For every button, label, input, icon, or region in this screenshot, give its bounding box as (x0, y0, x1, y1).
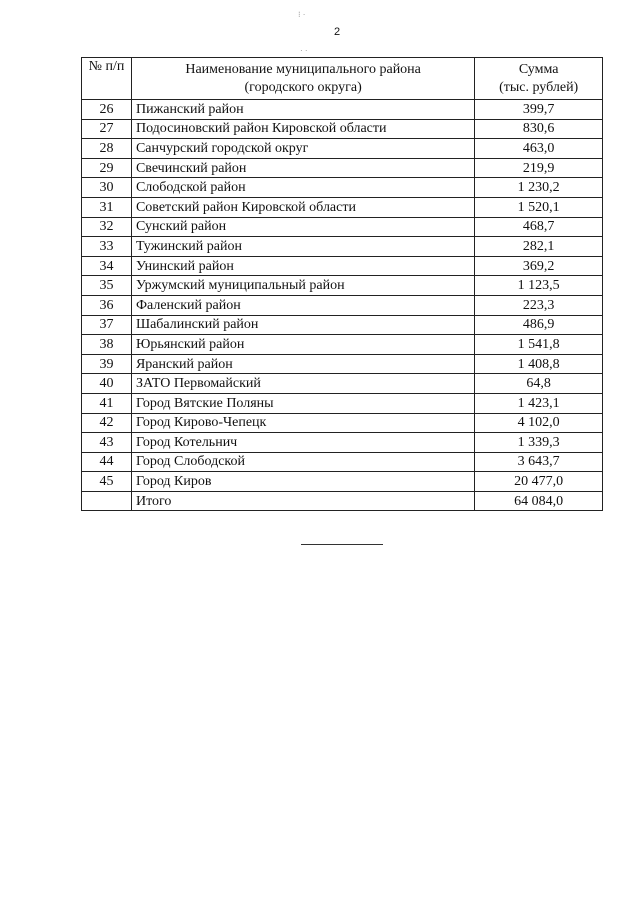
row-num: 35 (82, 276, 132, 296)
table-row (82, 139, 603, 159)
row-sum: 3 643,7 (475, 452, 603, 472)
row-num: 28 (82, 139, 132, 159)
table-row (82, 100, 603, 120)
header-sum-line2: (тыс. рублей) (499, 79, 579, 95)
table-row (82, 119, 603, 139)
row-num: 37 (82, 315, 132, 335)
row-num: 29 (82, 158, 132, 178)
row-name: Яранский район (131, 354, 474, 374)
table-row (82, 217, 603, 237)
header-sum (475, 58, 603, 100)
row-num: 41 (82, 393, 132, 413)
row-num: 26 (82, 100, 132, 120)
row-num: 44 (82, 452, 132, 472)
table-row (82, 295, 603, 315)
table-header (82, 58, 603, 100)
table-row (82, 276, 603, 296)
total-label: Итого (131, 491, 474, 511)
row-num: 40 (82, 374, 132, 394)
row-sum: 219,9 (475, 158, 603, 178)
row-sum: 1 423,1 (475, 393, 603, 413)
table-body (82, 100, 603, 511)
row-name: Уржумский муниципальный район (131, 276, 474, 296)
row-num: 27 (82, 119, 132, 139)
row-sum: 1 408,8 (475, 354, 603, 374)
row-num: 34 (82, 256, 132, 276)
table-row (82, 354, 603, 374)
row-sum: 1 520,1 (475, 197, 603, 217)
row-num: 30 (82, 178, 132, 198)
row-name: Город Слободской (131, 452, 474, 472)
table-row (82, 374, 603, 394)
row-name: Город Кирово-Чепецк (131, 413, 474, 433)
table-row (82, 335, 603, 355)
total-num (82, 491, 132, 511)
row-name: Город Вятские Поляны (131, 393, 474, 413)
row-sum: 282,1 (475, 237, 603, 257)
row-sum: 1 123,5 (475, 276, 603, 296)
district-sums-table (81, 57, 603, 511)
row-num: 32 (82, 217, 132, 237)
row-sum: 4 102,0 (475, 413, 603, 433)
table-row (82, 452, 603, 472)
table-row (82, 433, 603, 453)
row-sum: 830,6 (475, 119, 603, 139)
row-name: Слободской район (131, 178, 474, 198)
scan-artifact-mark: ⁝ · (298, 10, 306, 19)
row-name: Санчурский городской округ (131, 139, 474, 159)
row-sum: 1 339,3 (475, 433, 603, 453)
row-name: Тужинский район (131, 237, 474, 257)
table-row (82, 237, 603, 257)
table-row (82, 413, 603, 433)
row-num: 36 (82, 295, 132, 315)
row-num: 31 (82, 197, 132, 217)
row-num: 33 (82, 237, 132, 257)
table-row (82, 315, 603, 335)
header-name (131, 58, 474, 100)
row-sum: 463,0 (475, 139, 603, 159)
end-of-table-rule (301, 544, 383, 545)
scan-artifact-mark: · · (300, 46, 308, 55)
table-row (82, 178, 603, 198)
table-row (82, 197, 603, 217)
row-name: Сунский район (131, 217, 474, 237)
table-row (82, 256, 603, 276)
row-sum: 399,7 (475, 100, 603, 120)
row-num: 39 (82, 354, 132, 374)
row-num: 42 (82, 413, 132, 433)
row-name: ЗАТО Первомайский (131, 374, 474, 394)
row-name: Унинский район (131, 256, 474, 276)
row-name: Город Киров (131, 472, 474, 492)
row-name: Юрьянский район (131, 335, 474, 355)
row-num: 43 (82, 433, 132, 453)
row-sum: 1 541,8 (475, 335, 603, 355)
header-name-line1: Наименование муниципального района (185, 61, 421, 77)
table-row (82, 472, 603, 492)
row-num: 45 (82, 472, 132, 492)
row-name: Город Котельнич (131, 433, 474, 453)
table-row (82, 393, 603, 413)
row-name: Свечинский район (131, 158, 474, 178)
header-sum-line1: Сумма (518, 61, 559, 77)
header-row (82, 58, 603, 100)
row-sum: 369,2 (475, 256, 603, 276)
total-row (82, 491, 603, 511)
table-row (82, 158, 603, 178)
row-name: Шабалинский район (131, 315, 474, 335)
row-sum: 486,9 (475, 315, 603, 335)
header-num: № п/п (82, 58, 132, 100)
row-name: Подосиновский район Кировской области (131, 119, 474, 139)
header-name-line2: (городского округа) (244, 79, 362, 95)
row-sum: 64,8 (475, 374, 603, 394)
row-sum: 1 230,2 (475, 178, 603, 198)
row-sum: 20 477,0 (475, 472, 603, 492)
row-sum: 468,7 (475, 217, 603, 237)
row-name: Пижанский район (131, 100, 474, 120)
row-name: Фаленский район (131, 295, 474, 315)
row-name: Советский район Кировской области (131, 197, 474, 217)
row-num: 38 (82, 335, 132, 355)
total-sum: 64 084,0 (475, 491, 603, 511)
page-number: 2 (334, 26, 341, 38)
row-sum: 223,3 (475, 295, 603, 315)
